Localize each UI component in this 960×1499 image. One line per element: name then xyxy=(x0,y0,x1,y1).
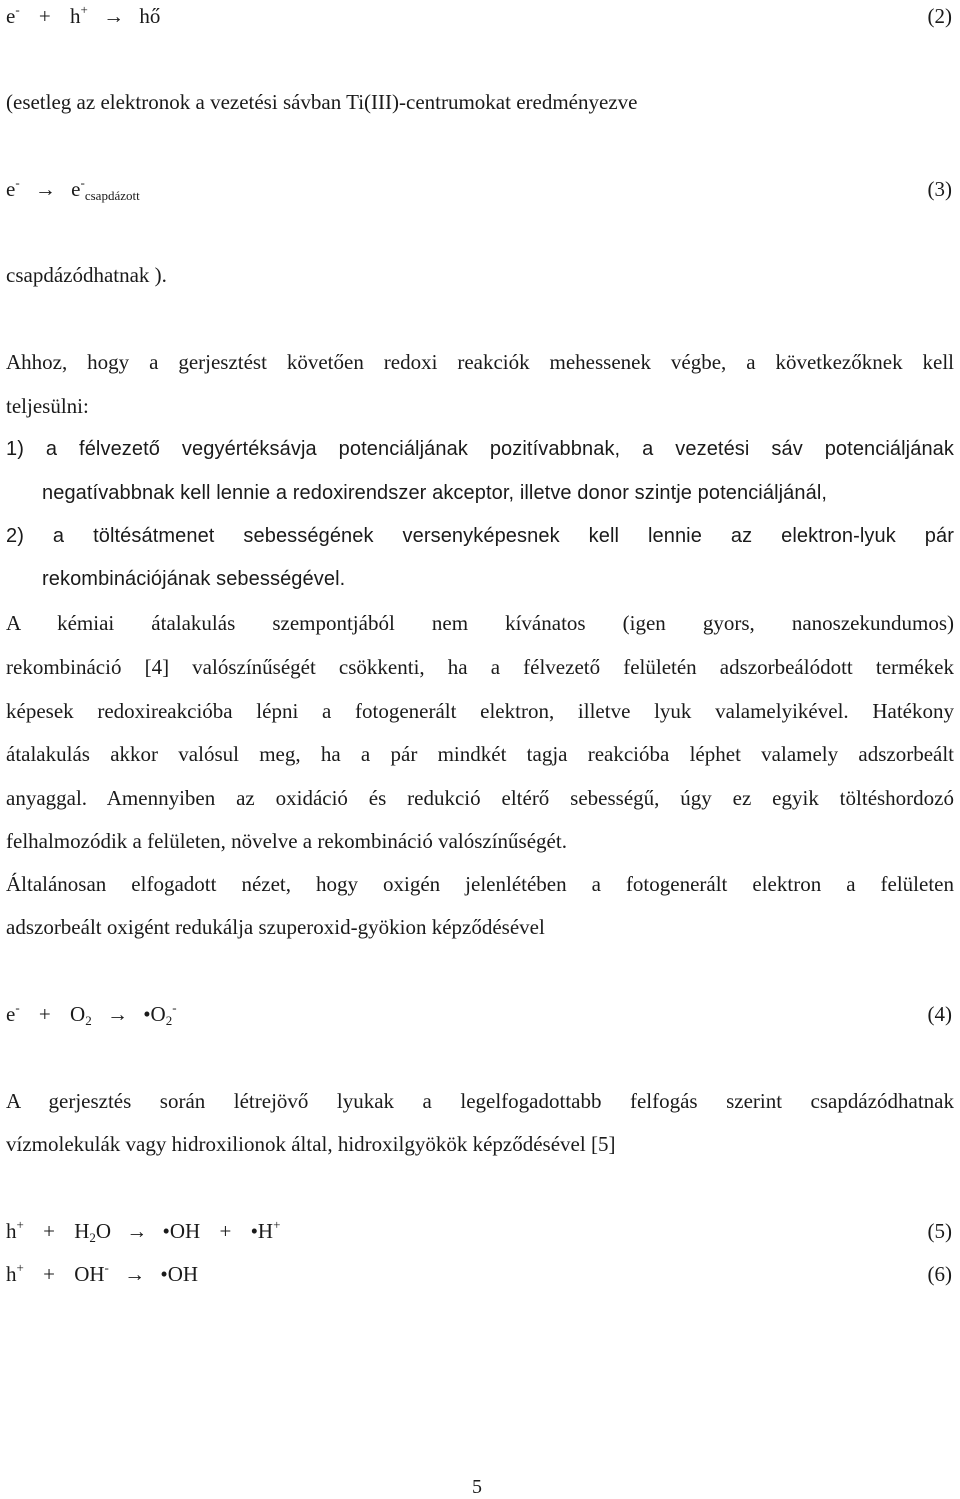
eq-term: •OH xyxy=(162,1219,201,1243)
eq-plus: + xyxy=(219,1219,232,1243)
eq-term: e xyxy=(71,177,81,201)
eq-sup: - xyxy=(15,2,20,17)
paragraph-altalanosan-line-1: Általánosan elfogadott nézet, hogy oxigén jelenlétében a fotogenerált elektron a felületen xyxy=(6,872,954,896)
equation-6-number: (6) xyxy=(927,1262,952,1286)
eq-term: h xyxy=(70,4,81,28)
eq-sup: + xyxy=(273,1217,281,1232)
paragraph-ahhoz-line-1: Ahhoz, hogy a gerjesztést követően redoxi reakciók mehessenek végbe, a következőknek kell xyxy=(6,350,954,374)
eq-sub: 2 xyxy=(89,1230,96,1245)
eq-sup: - xyxy=(15,175,20,190)
eq-term: •O xyxy=(143,1002,166,1026)
equation-5 xyxy=(6,1219,280,1244)
eq-term: H xyxy=(74,1219,90,1243)
eq-sup: + xyxy=(16,1217,24,1232)
eq-sup: - xyxy=(104,1260,109,1275)
eq-term: O xyxy=(70,1002,86,1026)
eq-sub: 2 xyxy=(85,1013,92,1028)
equation-4-number: (4) xyxy=(927,1002,952,1026)
eq-sup: - xyxy=(172,1000,177,1015)
equation-2 xyxy=(6,4,160,29)
eq-arrow: → xyxy=(126,1219,148,1243)
eq-sup: + xyxy=(16,1260,24,1275)
equation-6 xyxy=(6,1262,198,1287)
paragraph-gerjesztes-line-1: A gerjesztés során létrejövő lyukak a legelfogadottabb felfogás szerint csapdázódhatnak xyxy=(6,1089,954,1113)
eq-term: h xyxy=(6,1219,17,1243)
list-item-1-line-2: negatívabbnak kell lennie a redoxirendszer akceptor, illetve donor szintje potenciáljánál, xyxy=(42,482,828,504)
paragraph-kemiai-line-2: rekombináció [4] valószínűségét csökkenti, ha a félvezető felületén adszorbeálódott termékek xyxy=(6,655,954,679)
paragraph-kemiai-line-5: anyaggal. Amennyiben az oxidáció és redukció eltérő sebességű, úgy ez egyik töltéshordozó xyxy=(6,786,954,810)
eq-sup: - xyxy=(80,175,85,190)
list-item-2-line-1: 2) a töltésátmenet sebességének versenyképesnek kell lennie az elektron-lyuk pár xyxy=(6,525,954,547)
eq-term: O xyxy=(95,1219,112,1243)
eq-term: e xyxy=(6,4,16,28)
equation-5-number: (5) xyxy=(927,1219,952,1243)
paragraph-esetleg: (esetleg az elektronok a vezetési sávban Ti(III)-centrumokat eredményezve xyxy=(6,90,638,114)
equation-3 xyxy=(6,177,140,202)
equation-4 xyxy=(6,1002,177,1027)
eq-term: •OH xyxy=(160,1262,199,1286)
eq-plus: + xyxy=(43,1262,55,1286)
eq-term: e xyxy=(6,177,16,201)
eq-sub: csapdázott xyxy=(84,188,140,203)
paragraph-csapdazodhatnak: csapdázódhatnak ). xyxy=(6,263,167,287)
eq-term: e xyxy=(6,1002,16,1026)
eq-arrow: → xyxy=(124,1262,146,1286)
paragraph-altalanosan-line-2: adszorbeált oxigént redukálja szuperoxid-gyökion képződésével xyxy=(6,915,545,939)
eq-sub: 2 xyxy=(165,1013,173,1028)
eq-sup: - xyxy=(15,1000,20,1015)
eq-sup: + xyxy=(80,2,88,17)
eq-plus: + xyxy=(38,4,51,28)
eq-term: h xyxy=(6,1262,17,1286)
paragraph-kemiai-line-6: felhalmozódik a felületen, növelve a rekombináció valószínűségét. xyxy=(6,829,567,853)
paragraph-kemiai-line-3: képesek redoxireakcióba lépni a fotogenerált elektron, illetve lyuk valamelyikével. Hatékony xyxy=(6,699,954,723)
list-item-2-line-2: rekombinációjának sebességével. xyxy=(42,568,346,590)
equation-3-number: (3) xyxy=(927,177,952,201)
eq-arrow: → xyxy=(34,177,56,201)
paragraph-kemiai-line-4: átalakulás akkor valósul meg, ha a pár mindkét tagja reakcióba léphet valamely adszorbeált xyxy=(6,742,954,766)
eq-arrow: → xyxy=(106,1002,128,1026)
eq-plus: + xyxy=(43,1219,55,1243)
eq-term: •H xyxy=(250,1219,274,1243)
eq-plus: + xyxy=(38,1002,51,1026)
paragraph-kemiai-line-1: A kémiai átalakulás szempontjából nem kívánatos (igen gyors, nanoszekundumos) xyxy=(6,611,954,635)
paragraph-ahhoz-line-2: teljesülni: xyxy=(6,394,89,418)
list-item-1-line-1: 1) a félvezető vegyértéksávja potenciáljának pozitívabbnak, a vezetési sáv potenciáljának xyxy=(6,438,954,460)
eq-term: OH xyxy=(74,1262,105,1286)
paragraph-gerjesztes-line-2: vízmolekulák vagy hidroxilionok által, hidroxilgyökök képződésével [5] xyxy=(6,1132,616,1156)
equation-2-number: (2) xyxy=(927,4,952,28)
eq-arrow: → xyxy=(103,4,125,28)
page-number: 5 xyxy=(472,1476,482,1498)
eq-term: hő xyxy=(139,4,161,28)
